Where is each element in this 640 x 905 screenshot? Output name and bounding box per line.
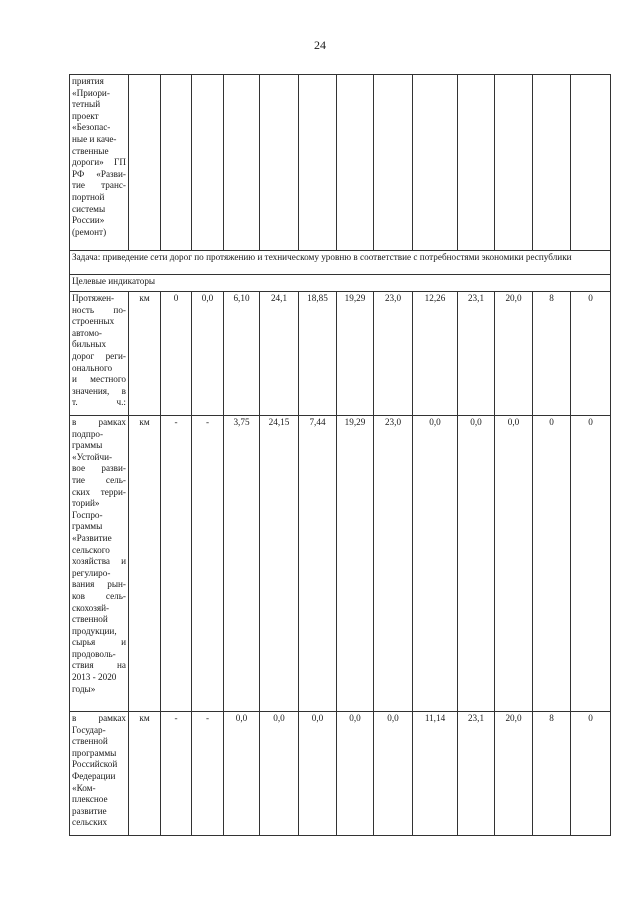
table-row-state-program-complex xyxy=(70,712,611,836)
name-line: программы xyxy=(72,747,117,758)
row-name-subprogram-rural xyxy=(70,416,129,712)
name-line: Госпро- xyxy=(72,509,103,520)
name-line: ственные xyxy=(72,145,109,156)
name-line: РФ «Разви- xyxy=(72,168,126,179)
value-cell: 8 xyxy=(533,292,571,416)
name-line: портной xyxy=(72,191,105,202)
name-line: Российской xyxy=(72,759,118,770)
value-cell: 0,0 xyxy=(192,292,224,416)
name-line: граммы xyxy=(72,440,103,451)
name-line: в рамках xyxy=(72,417,126,427)
value-cell: 6,10 xyxy=(224,292,260,416)
name-line: сельских xyxy=(72,817,108,828)
value-cell: 18,85 xyxy=(299,292,337,416)
page-number: 24 xyxy=(314,38,326,52)
unit-cell: км xyxy=(129,292,161,416)
name-line: регулиро- xyxy=(72,567,111,578)
value-cell: 0,0 xyxy=(374,712,413,836)
name-line: «Безопас- xyxy=(72,122,111,133)
value-cell: 0,0 xyxy=(337,712,374,836)
name-line: системы xyxy=(72,203,106,214)
task-row xyxy=(70,251,611,275)
value-cell: - xyxy=(161,416,192,712)
name-line: развитие xyxy=(72,805,107,816)
name-line: «Ком- xyxy=(72,782,96,793)
name-line: автомо- xyxy=(72,327,102,338)
name-line: вания рын- xyxy=(72,579,126,590)
name-line: ственной xyxy=(72,736,108,747)
name-line: плексное xyxy=(72,794,108,805)
name-line: дороги» ГП xyxy=(72,157,126,168)
name-line: тетный xyxy=(72,99,101,110)
name-line: приятия xyxy=(72,76,104,86)
name-line: продукции, xyxy=(72,625,117,636)
name-line: т. ч.: xyxy=(72,397,126,408)
indicators-table xyxy=(69,74,611,836)
value-cell: 23,1 xyxy=(458,712,495,836)
name-line: тие сель- xyxy=(72,474,126,485)
row-name-project xyxy=(70,75,129,251)
name-line: 2013 - 2020 xyxy=(72,672,117,683)
value-cell: 0,0 xyxy=(495,416,533,712)
unit-cell: км xyxy=(129,416,161,712)
value-cell: 20,0 xyxy=(495,712,533,836)
row-name-length-total xyxy=(70,292,129,416)
name-line: тие транс- xyxy=(72,180,126,191)
indicators-header-row xyxy=(70,275,611,292)
value-cell: 23,1 xyxy=(458,292,495,416)
value-cell: 0 xyxy=(571,416,611,712)
name-line: ственной xyxy=(72,614,108,625)
name-line: Федерации xyxy=(72,770,116,781)
name-line: скохозяй- xyxy=(72,602,110,613)
task-text: Задача: приведение сети дорог по протяжению и техническому уровню в соответствие с потребностями экономики республики xyxy=(70,251,611,275)
value-cell: 8 xyxy=(533,712,571,836)
name-line: Государ- xyxy=(72,724,106,735)
name-line: проект xyxy=(72,110,99,121)
value-cell: 19,29 xyxy=(337,416,374,712)
table-row-project xyxy=(70,75,611,251)
value-cell: 0,0 xyxy=(413,416,458,712)
value-cell: - xyxy=(192,712,224,836)
name-line: сырья и xyxy=(72,637,126,648)
name-line: значения, в xyxy=(72,385,126,396)
value-cell: 0,0 xyxy=(260,712,299,836)
name-line: хозяйства и xyxy=(72,556,126,567)
value-cell: 11,14 xyxy=(413,712,458,836)
name-line: годы» xyxy=(72,683,96,694)
name-line: ность по- xyxy=(72,304,126,315)
name-line: в рамках xyxy=(72,713,126,723)
value-cell: 19,29 xyxy=(337,292,374,416)
value-cell: 24,1 xyxy=(260,292,299,416)
name-line: «Развитие xyxy=(72,532,112,543)
value-cell: 24,15 xyxy=(260,416,299,712)
name-line: «Устойчи- xyxy=(72,451,113,462)
value-cell: 23,0 xyxy=(374,292,413,416)
value-cell: 0 xyxy=(571,712,611,836)
value-cell: 7,44 xyxy=(299,416,337,712)
name-line: ные и каче- xyxy=(72,133,117,144)
name-line: строенных xyxy=(72,316,115,327)
value-cell: 0 xyxy=(533,416,571,712)
row-name-state-program-complex xyxy=(70,712,129,836)
name-line: России» xyxy=(72,215,105,226)
value-cell: 0,0 xyxy=(299,712,337,836)
name-line: ских терри- xyxy=(72,486,126,497)
name-line: вое разви- xyxy=(72,463,126,474)
name-line: Протяжен- xyxy=(72,293,115,303)
value-cell: 12,26 xyxy=(413,292,458,416)
value-cell: 3,75 xyxy=(224,416,260,712)
indicators-header: Целевые индикаторы xyxy=(70,275,611,292)
name-line: «Приори- xyxy=(72,87,110,98)
name-line: граммы xyxy=(72,521,103,532)
name-line: продоволь- xyxy=(72,648,116,659)
name-line: и местного xyxy=(72,374,126,385)
value-cell: 20,0 xyxy=(495,292,533,416)
name-line: ков сель- xyxy=(72,590,126,601)
value-cell: 23,0 xyxy=(374,416,413,712)
value-cell: 0,0 xyxy=(224,712,260,836)
value-cell: - xyxy=(161,712,192,836)
name-line: ствия на xyxy=(72,660,126,671)
name-line: онального xyxy=(72,362,113,373)
name-line: дорог реги- xyxy=(72,350,126,361)
name-line: (ремонт) xyxy=(72,226,107,237)
table-row-length-total xyxy=(70,292,611,416)
value-cell: 0 xyxy=(161,292,192,416)
name-line: подпро- xyxy=(72,428,104,439)
value-cell: - xyxy=(192,416,224,712)
value-cell: 0,0 xyxy=(458,416,495,712)
table-row-subprogram-rural xyxy=(70,416,611,712)
value-cell: 0 xyxy=(571,292,611,416)
name-line: торий» xyxy=(72,498,100,509)
name-line: сельского xyxy=(72,544,110,555)
name-line: бильных xyxy=(72,339,107,350)
unit-cell: км xyxy=(129,712,161,836)
